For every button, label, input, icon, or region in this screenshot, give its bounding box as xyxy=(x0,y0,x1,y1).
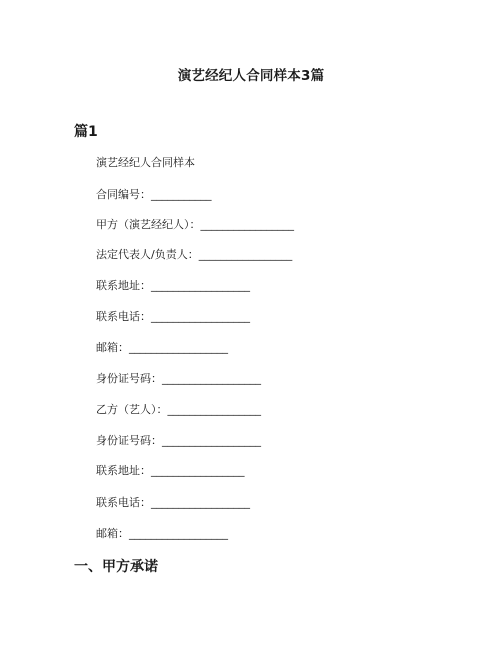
party-b-phone-line: 联系电话：__________________ xyxy=(96,496,250,509)
section-heading-part-1: 篇1 xyxy=(74,124,98,140)
party-b-id-number-line: 身份证号码：__________________ xyxy=(96,434,261,447)
party-a-phone-line: 联系电话：__________________ xyxy=(96,310,250,323)
contract-subtitle: 演艺经纪人合同样本 xyxy=(96,156,195,169)
contract-number-line: 合同编号：___________ xyxy=(96,188,212,201)
party-a-email-line: 邮箱：__________________ xyxy=(96,341,228,354)
party-a-id-number-line: 身份证号码：__________________ xyxy=(96,372,261,385)
party-a-line: 甲方（演艺经纪人）：_________________ xyxy=(96,218,294,231)
party-b-email-line: 邮箱：__________________ xyxy=(96,527,228,540)
party-b-line: 乙方（艺人）：_________________ xyxy=(96,403,261,416)
section-heading-party-a-commitments: 一、甲方承诺 xyxy=(74,559,158,575)
party-a-address-line: 联系地址：__________________ xyxy=(96,279,250,292)
legal-representative-line: 法定代表人/负责人：_________________ xyxy=(96,248,293,261)
document-title: 演艺经纪人合同样本3篇 xyxy=(177,68,325,84)
party-b-address-line: 联系地址：_________________ xyxy=(96,464,245,477)
